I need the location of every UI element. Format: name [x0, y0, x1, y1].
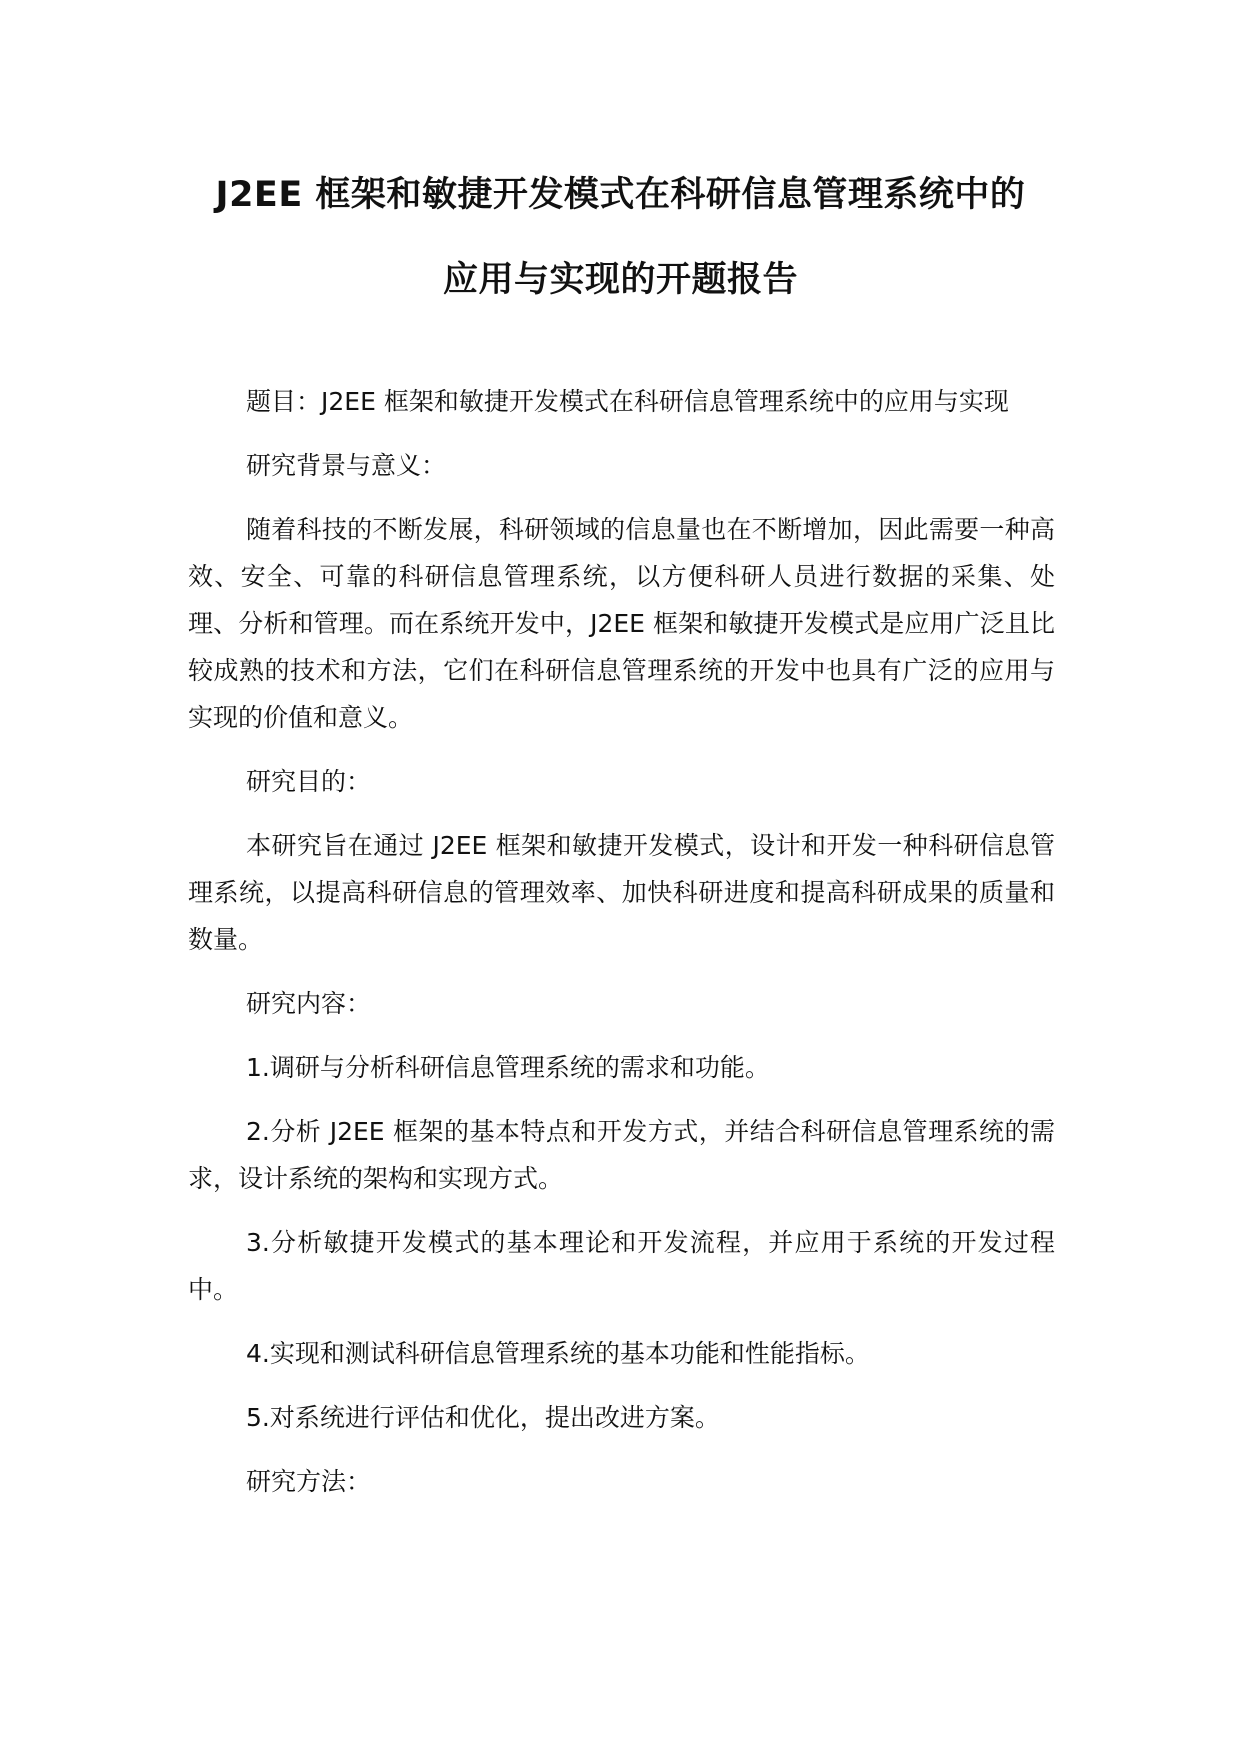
list-item-content-2: 2.分析 J2EE 框架的基本特点和开发方式，并结合科研信息管理系统的需求，设计系统的架构和实现方式。	[188, 1117, 1055, 1193]
heading-purpose: 研究目的：	[246, 767, 372, 796]
list-item-content-5: 5.对系统进行评估和优化，提出改进方案。	[246, 1403, 720, 1432]
title-line-2: 应用与实现的开题报告	[442, 260, 798, 300]
list-item-content-3: 3.分析敏捷开发模式的基本理论和开发流程，并应用于系统的开发过程中。	[188, 1228, 1055, 1304]
document-body	[188, 378, 1055, 1522]
paragraph-topic: 题目：J2EE 框架和敏捷开发模式在科研信息管理系统中的应用与实现	[246, 387, 1009, 416]
heading-method: 研究方法：	[246, 1467, 372, 1496]
list-item-content-4: 4.实现和测试科研信息管理系统的基本功能和性能指标。	[246, 1339, 870, 1368]
list-item-content-1: 1.调研与分析科研信息管理系统的需求和功能。	[246, 1053, 770, 1082]
heading-background: 研究背景与意义：	[246, 451, 447, 480]
title-line-1: J2EE 框架和敏捷开发模式在科研信息管理系统中的	[215, 175, 1026, 215]
paragraph-background: 随着科技的不断发展，科研领域的信息量也在不断增加，因此需要一种高效、安全、可靠的科研信息管理系统，以方便科研人员进行数据的采集、处理、分析和管理。而在系统开发中，J2EE 框架和敏捷开发模式是应用广泛且比较成熟的技术和方法，它们在科研信息管理系统的开发中也具有广泛的应用与实现的价值和意义。	[188, 515, 1055, 732]
document-title	[150, 170, 1091, 305]
heading-content: 研究内容：	[246, 989, 372, 1018]
paragraph-purpose: 本研究旨在通过 J2EE 框架和敏捷开发模式，设计和开发一种科研信息管理系统，以提高科研信息的管理效率、加快科研进度和提高科研成果的质量和数量。	[188, 831, 1055, 954]
